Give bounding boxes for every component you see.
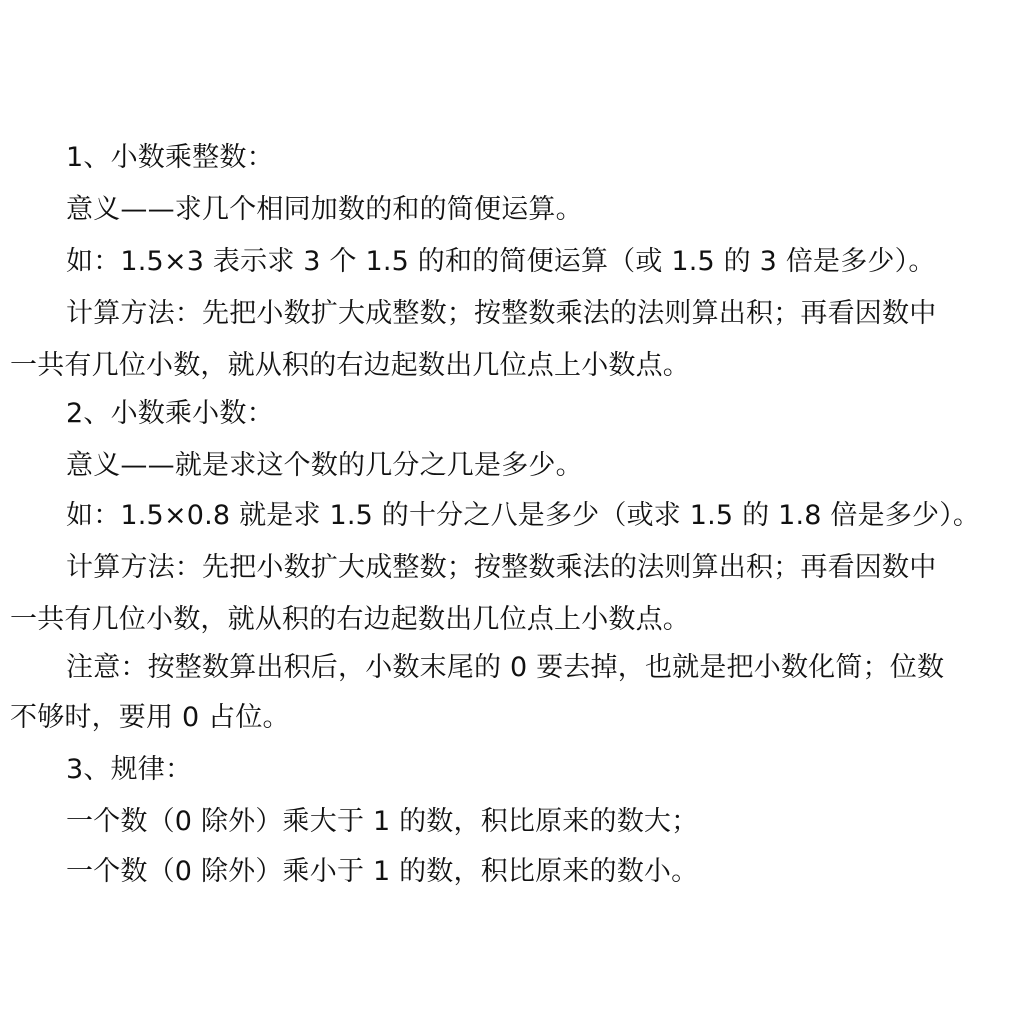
section-1-meaning: 意义——求几个相同加数的和的简便运算。 [66, 194, 583, 225]
section-2-heading: 2、小数乘小数： [66, 398, 274, 429]
section-2-meaning: 意义——就是求这个数的几分之几是多少。 [66, 450, 583, 481]
section-3-heading: 3、规律： [66, 754, 193, 785]
section-1-heading: 1、小数乘整数： [66, 142, 274, 173]
section-3-rule-2: 一个数（0 除外）乘小于 1 的数，积比原来的数小。 [66, 856, 699, 887]
section-1-method-line-1: 计算方法：先把小数扩大成整数；按整数乘法的法则算出积；再看因数中 [66, 298, 937, 329]
section-1-method-line-2: 一共有几位小数，就从积的右边起数出几位点上小数点。 [10, 350, 690, 381]
section-2-note-line-1: 注意：按整数算出积后，小数末尾的 0 要去掉，也就是把小数化简；位数 [66, 652, 945, 683]
section-3-rule-1: 一个数（0 除外）乘大于 1 的数，积比原来的数大； [66, 806, 699, 837]
section-2-note-line-2: 不够时，要用 0 占位。 [10, 702, 290, 733]
section-2-method-line-1: 计算方法：先把小数扩大成整数；按整数乘法的法则算出积；再看因数中 [66, 552, 937, 583]
section-1-example: 如：1.5×3 表示求 3 个 1.5 的和的简便运算（或 1.5 的 3 倍是多少）。 [66, 246, 936, 277]
section-2-example: 如：1.5×0.8 就是求 1.5 的十分之八是多少（或求 1.5 的 1.8 倍是多少）。 [66, 500, 981, 531]
section-2-method-line-2: 一共有几位小数，就从积的右边起数出几位点上小数点。 [10, 604, 690, 635]
